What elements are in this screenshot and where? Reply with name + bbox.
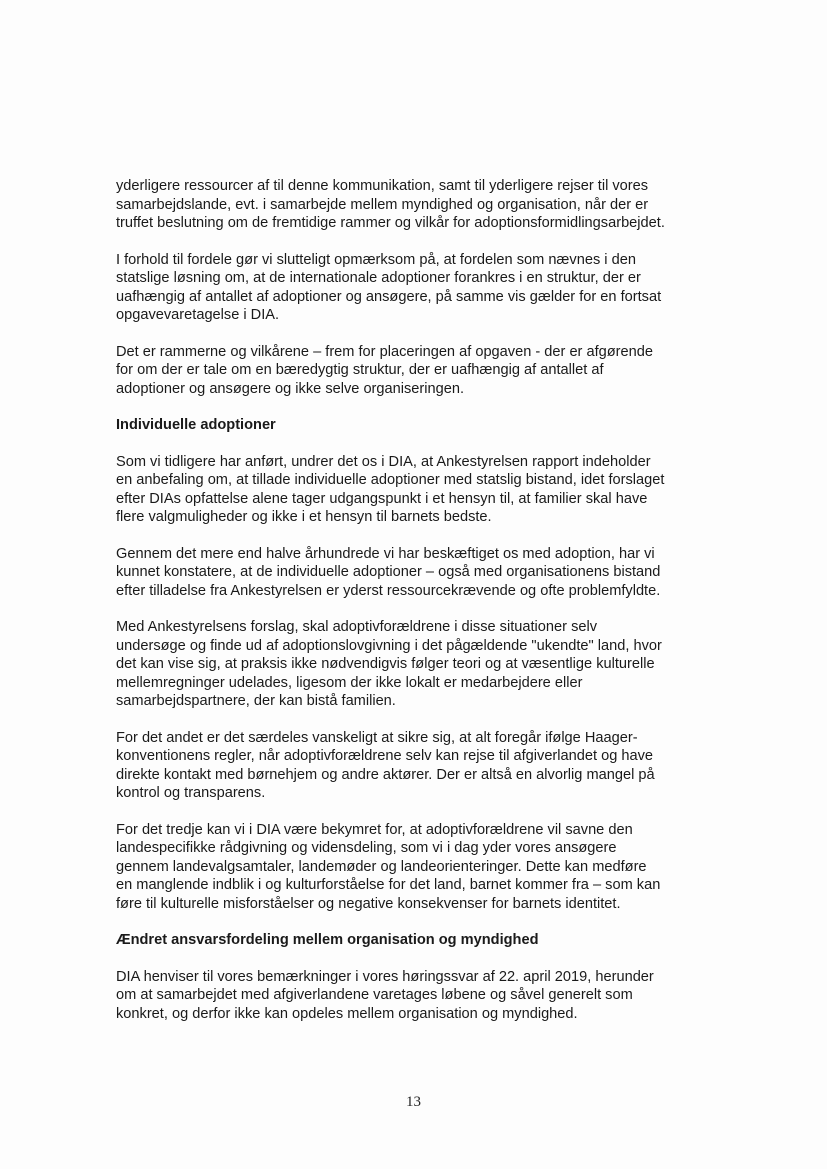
- text-line: efter tilladelse fra Ankestyrelsen er yderst ressourcekrævende og ofte problemfyldte.: [116, 582, 661, 599]
- text-line: Med Ankestyrelsens forslag, skal adoptivforældrene i disse situationer selv: [116, 619, 598, 635]
- section-heading: [116, 931, 716, 950]
- text-line: undersøge og finde ud af adoptionslovgivning i det pågældende "ukendte" land, hvor: [116, 637, 662, 654]
- text-line: opgavevaretagelse i DIA.: [116, 307, 280, 323]
- text-line: en anbefaling om, at tillade individuelle adoptioner med statslig bistand, idet forslaget: [116, 472, 665, 488]
- text-line: Individuelle adoptioner: [116, 417, 276, 433]
- text-line: direkte kontakt med børnehjem og andre aktører. Der er altså en alvorlig mangel på: [116, 766, 655, 783]
- text-line: statslige løsning om, at de internationale adoptioner forankres i en struktur, der er: [116, 270, 641, 286]
- text-line: yderligere ressourcer af til denne kommunikation, samt til yderligere rejser til vores: [116, 178, 649, 194]
- text-line: uafhængig af antallet af adoptioner og ansøgere, på samme vis gælder for en fortsat: [116, 288, 662, 305]
- text-line: konkret, og derfor ikke kan opdeles mellem organisation og myndighed.: [116, 1005, 578, 1022]
- text-line: Som vi tidligere har anført, undrer det os i DIA, at Ankestyrelsen rapport indeholder: [116, 453, 651, 470]
- text-line: truffet beslutning om de fremtidige rammer og vilkår for adoptionsformidlingsarbejdet.: [116, 215, 665, 231]
- paragraph: [116, 821, 716, 914]
- paragraph: [116, 968, 716, 1024]
- text-line: Ændret ansvarsfordeling mellem organisation og myndighed: [116, 932, 539, 948]
- text-line: DIA henviser til vores bemærkninger i vores høringssvar af 22. april 2019, herunder: [116, 968, 654, 985]
- text-line: I forhold til fordele gør vi slutteligt opmærksom på, at fordelen som nævnes i den: [116, 251, 636, 268]
- text-line: For det andet er det særdeles vanskeligt at sikre sig, at alt foregår ifølge Haager-: [116, 729, 638, 746]
- text-line: en manglende indblik i og kulturforståelse for det land, barnet kommer fra – som kan: [116, 877, 661, 893]
- paragraph: [116, 177, 716, 233]
- text-line: efter DIAs opfattelse alene tager udgangspunkt i et hensyn til, at familier skal have: [116, 490, 648, 507]
- text-line: For det tredje kan vi i DIA være bekymret for, at adoptivforældrene vil savne den: [116, 821, 633, 838]
- paragraph: [116, 343, 716, 399]
- text-line: Gennem det mere end halve århundrede vi har beskæftiget os med adoption, har vi: [116, 545, 655, 562]
- text-line: konventionens regler, når adoptivforældrene selv kan rejse til afgiverlandet og have: [116, 748, 654, 764]
- text-line: for om der er tale om en bæredygtig struktur, der er uafhængig af antallet af: [116, 362, 604, 378]
- page-number: 13: [406, 1094, 421, 1110]
- text-line: om at samarbejdet med afgiverlandene varetages løbene og såvel generelt som: [116, 987, 633, 1003]
- text-line: kontrol og transparens.: [116, 785, 266, 801]
- text-line: flere valgmuligheder og ikke i et hensyn til barnets bedste.: [116, 509, 492, 525]
- paragraph: [116, 618, 716, 711]
- text-line: landespecifikke rådgivning og vidensdeling, som vi i dag yder vores ansøgere: [116, 840, 617, 856]
- text-line: adoptioner og ansøgere og ikke selve organiseringen.: [116, 380, 465, 397]
- text-line: samarbejdspartnere, der kan bistå familien.: [116, 693, 396, 709]
- text-line: gennem landevalgsamtaler, landemøder og landeorienteringer. Dette kan medføre: [116, 858, 647, 875]
- text-line: samarbejdslande, evt. i samarbejde mellem myndighed og organisation, når der er: [116, 196, 649, 213]
- paragraph: [116, 251, 716, 325]
- document-body: [116, 177, 716, 1041]
- text-line: mellemregninger udelades, ligesom der ikke lokalt er medarbejdere eller: [116, 674, 583, 691]
- text-line: kunnet konstatere, at de individuelle adoptioner – også med organisationens bistand: [116, 564, 661, 580]
- text-line: Det er rammerne og vilkårene – frem for placeringen af opgaven - der er afgørende: [116, 343, 653, 360]
- paragraph: [116, 453, 716, 527]
- text-line: det kan vise sig, at praksis ikke nødvendigvis følger teori og at væsentlige kulturelle: [116, 656, 655, 672]
- paragraph: [116, 729, 716, 803]
- text-line: føre til kulturelle misforståelser og negative konsekvenser for barnets identitet.: [116, 895, 621, 912]
- paragraph: [116, 545, 716, 601]
- section-heading: [116, 416, 716, 435]
